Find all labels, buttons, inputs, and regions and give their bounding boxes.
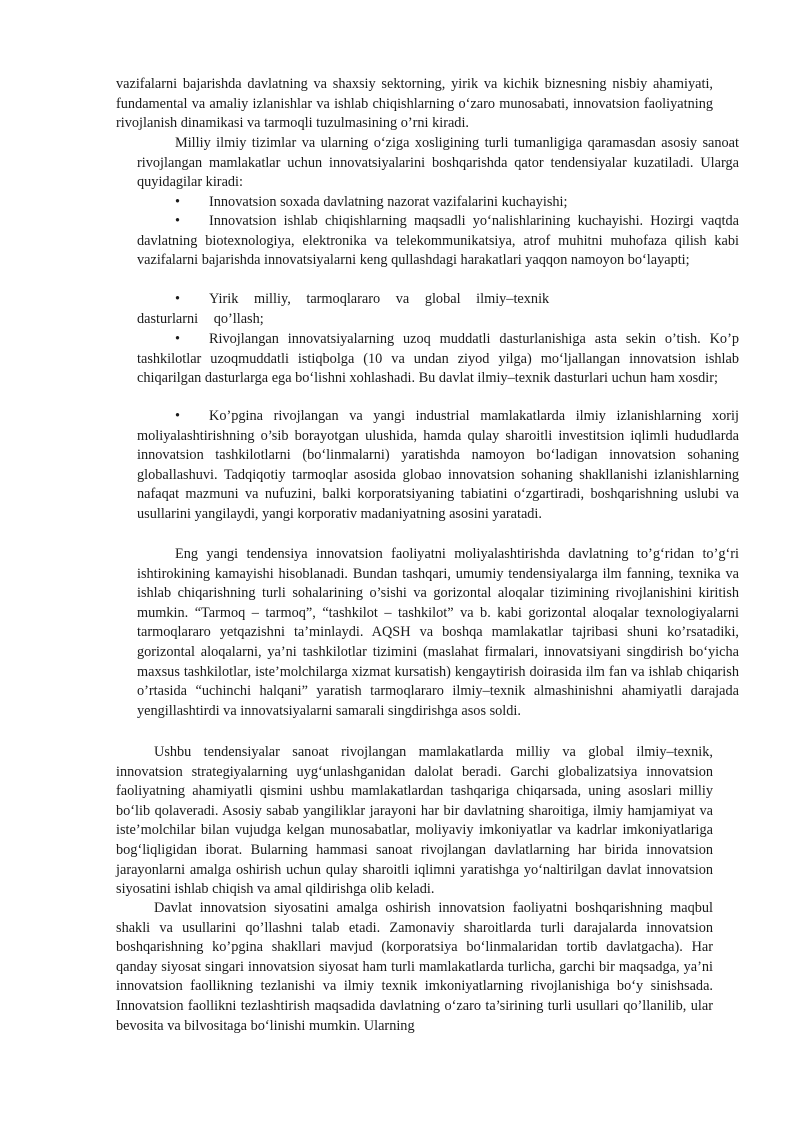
- paragraph-strategies: Ushbu tendensiyalar sanoat rivojlangan mamlakatlarda milliy va global ilmiy–texnik, innovatsion strategiyalarning uyg‘unlashganidan dalolat beradi. Garchi globalizatsiya innovatsion faoliyatning ahamiyatli qismini ushbu mamlakatlardan tashqariga chiqarsada, uning asoslari milliy bo‘lib qolaveradi. Asosiy sabab yangiliklar jarayoni har bir davlatning sharoitiga, ilmiy hamjamiyat va iste’molchilar bilan vujudga kelgan munosabatlar, moliyaviy imkoniyatlar va kadrlar imkoniyatlariga bog‘liqligidan iborat. Bularning hammasi sanoat rivojlangan davlatlarning har birida innovatsion jarayonlarni amalga oshirish uchun qulay sharoitli iqlimni yaratishga yo‘naltirilgan davlat innovatsion siyosatini ishlab chiqish va amal qildirishga olib keladi.: [116, 744, 713, 898]
- bullet-text: Innovatsion soxada davlatning nazorat vazifalarini kuchayishi;: [209, 194, 568, 210]
- bullet-marker: •: [175, 291, 181, 307]
- bullet-item-5: [137, 407, 739, 525]
- bullet-item-1: [137, 193, 739, 213]
- paragraph-state-policy: Davlat innovatsion siyosatini amalga oshirish innovatsion faoliyatni boshqarishning maqbul shakli va usullarini qo’llashni talab etadi. Zamonaviy sharoitlarda turli darajalarda innovatsion boshqarishning ko’pgina shakllari mavjud (korporatsiya bo‘linmalaridan tortib davlatgacha). Har qanday siyosat singari innovatsion siyosat ham turli mamlakatlarda turlicha, garchi bir maqsadga, ya’ni innovatsion faollikning tezlanishi va ilmiy texnik imkoniyatlarning rivojlanishiga bo‘y sinishsada. Innovatsion faollikni tezlashtirish maqsadida davlatning o‘zaro ta’sirining turli usullari qo’llanilib, ular bevosita va bilvositaga bo‘linishi mumkin. Ularning: [116, 900, 713, 1034]
- paragraph-intro-continuation: vazifalarni bajarishda davlatning va shaxsiy sektorning, yirik va kichik biznesning nisbiy ahamiyati, fundamental va amaliy izlanishlar va ishlab chiqishlarning o‘zaro munosabati, innovatsion faoliyatning rivojlanish dinamikasi va tarmoqli tuzulmasining o’rni kiradi.: [116, 76, 713, 132]
- bullet-item-3: [137, 290, 607, 329]
- bullet-marker: •: [175, 331, 181, 347]
- bullet-text: Yirik milliy, tarmoqlararo va global ilmiy–texnik dasturlarni qo’llash;: [137, 291, 550, 327]
- bullet-marker: •: [175, 213, 181, 229]
- paragraph-tendencies-intro: Milliy ilmiy tizimlar va ularning o‘ziga xosligining turli tumanligiga qaramasdan asosiy sanoat rivojlangan mamlakatlar uchun innovatsiyalarini boshqarishda qator tendensiyalar kuzatiladi. Ularga quyidagilar kiradi:: [137, 135, 739, 191]
- bullet-text: Rivojlangan innovatsiyalarning uzoq muddatli dasturlanishiga asta sekin o’tish. Ko’p tashkilotlar uzoqmuddatli istiqbolga (10 va undan ziyod yilga) mo‘ljallangan innovatsion ishlab chiqarilgan dasturlarga ega bo‘lishni xohlashadi. Bu davlat ilmiy–texnik dasturlari uchun ham xosdir;: [137, 331, 739, 387]
- bullet-text: Ko’pgina rivojlangan va yangi industrial mamlakatlarda ilmiy izlanishlarning xorij moliyalashtirishning o’sib borayotgan ulushida, hamda qulay sharoitli investitsion iqlimli hududlarda innovatsion tashkilotlarni (bo‘linmalarni) yaratishda namoyon bo‘ladigan innovatsion sohaning globallashuvi. Tadqiqotiy tarmoqlar asosida globao innovatsion sohaning shakllanishi izlanishlarning nafaqat mazmuni va nufuzini, balki korporatsiyaning tabiatini o‘zgartiradi, boshqarishning uslubi va usullarini yangilaydi, yangi korporativ madaniyatning asosini yaratadi.: [137, 408, 739, 522]
- bullet-item-2: [137, 212, 739, 271]
- bullet-item-4: [137, 330, 739, 389]
- bullet-text: Innovatsion ishlab chiqishlarning maqsadli yo‘nalishlarining kuchayishi. Hozirgi vaqtda davlatning biotexnologiya, elektronika va telekommunikatsiya, atrof muhitni muhofaza qilish kabi vazifalarni bajarishda innovatsiyalarni keng qullashdagi harakatlari yaqqon namoyon bo‘layapti;: [137, 213, 739, 269]
- bullet-marker: •: [175, 194, 181, 210]
- paragraph-newest-tendency: Eng yangi tendensiya innovatsion faoliyatni moliyalashtirishda davlatning to’g‘ridan to’g‘ri ishtirokining kamayishi hisoblanadi. Bundan tashqari, umumiy tendensiyalarga ilm fanning, texnika va ishlab chiqarishning turli sohalarining o’sishi va gorizontal aloqalar tizimining rivojlanishini kiritish mumkin. “Tarmoq – tarmoq”, “tashkilot – tashkilot” va b. kabi gorizontal aloqalar texnologiyalarni tarmoqlararo yetqazishni ta’minlaydi. AQSH va boshqa mamlakatlar tajribasi shuni ko’rsatadiki, gorizontal aloqalarni, ya’ni tashkilotlar tizimini (maslahat firmalari, innovatsiyani singdirish bo‘yicha maxsus tashkilotlar, iste’molchilarga xizmat kursatish) kengaytirish doirasida ilm fan va ishlab chiqarish o’rtasida “uchinchi halqani” yaratish tarmoqlararo ilmiy–texnik almashinishni ahamiyatli darajada yengillashtirdi va innovatsiyalarni samarali singdirishga asos soldi.: [137, 546, 739, 719]
- bullet-marker: •: [175, 408, 181, 424]
